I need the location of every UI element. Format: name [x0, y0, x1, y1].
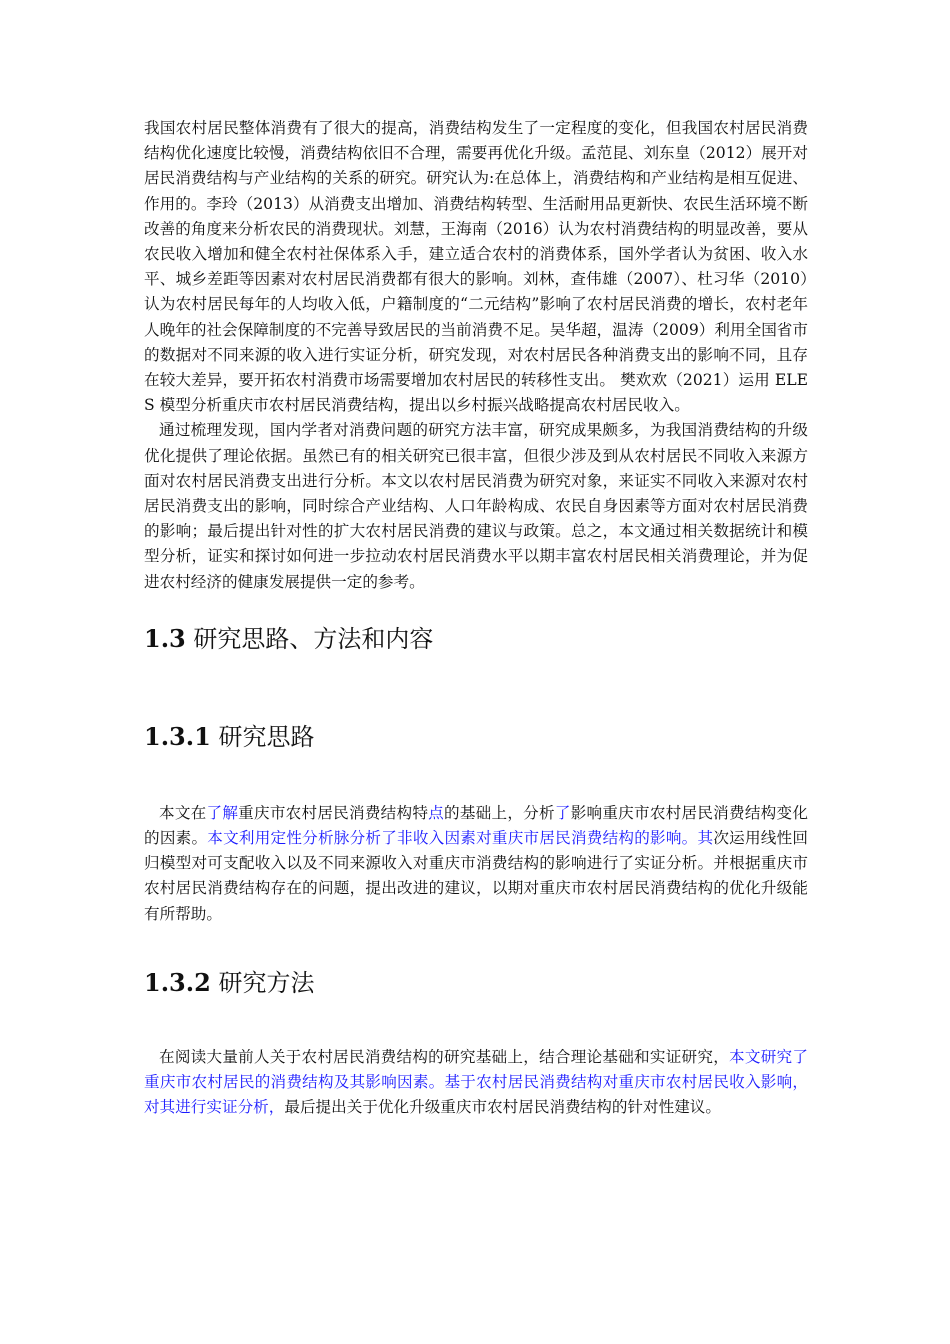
text-span: 影响重庆市农村居民消费结构变化的因素。: [144, 803, 808, 848]
section-heading-1-3: [144, 623, 808, 655]
document-page: [144, 116, 808, 1120]
section-number: 1.3.2: [144, 967, 211, 997]
section-title: 研究思路、方法和内容: [193, 624, 434, 653]
text-span: 次运用线性回归模型对可支配收入以及不同来源收入对重庆市消费结构的影响进行了实证分析。并根据重庆市农村居民消费结构存在的问题，提出改进的建议，以期对重庆市农村居民消费结构的优化升级能有所帮助。: [144, 829, 808, 923]
text-span: 重庆市农村居民消费结构特: [238, 803, 429, 822]
text-span: 在阅读大量前人关于农村居民消费结构的研究基础上，结合理论基础和实证研究，: [159, 1047, 730, 1066]
highlighted-text: 点: [428, 803, 445, 822]
section-heading-1-3-1: [144, 721, 808, 753]
paragraph-research-method: [144, 1045, 808, 1121]
text-span: 本文在: [159, 803, 207, 822]
section-title: 研究思路: [218, 722, 315, 751]
section-number: 1.3: [144, 623, 186, 653]
paragraph-summary: 通过梳理发现，国内学者对消费问题的研究方法丰富，研究成果颇多，为我国消费结构的升级优化提供了理论依据。虽然已有的相关研究已很丰富，但很少涉及到从农村居民不同收入来源方面对农村居民消费支出进行分析。本文以农村居民消费为研究对象，来证实不同收入来源对农村居民消费支出的影响，同时综合产业结构、人口年龄构成、农民自身因素等方面对农村居民消费的影响；最后提出针对性的扩大农村居民消费的建议与政策。总之，本文通过相关数据统计和模型分析，证实和探讨如何进一步拉动农村居民消费水平以期丰富农村居民相关消费理论，并为促进农村经济的健康发展提供一定的参考。: [144, 421, 808, 591]
paragraph-research-approach: [144, 801, 808, 927]
highlighted-text: 了: [554, 803, 571, 822]
highlighted-text: 本文研究了重庆市农村居民的消费结构及其影响因素。基于农村居民消费结构对重庆市农村居民收入影响，对其进行实证分析，: [144, 1047, 808, 1117]
highlighted-text: 本文利用定性分析脉分析了非收入因素对重庆市居民消费结构的影响。其: [207, 829, 714, 848]
highlighted-text: 了解: [206, 803, 239, 822]
text-span: 最后提出关于优化升级重庆市农村居民消费结构的针对性建议。: [284, 1098, 721, 1117]
section-heading-1-3-2: [144, 967, 808, 999]
section-title: 研究方法: [218, 968, 315, 997]
section-number: 1.3.1: [144, 721, 211, 751]
paragraph-literature-review: 我国农村居民整体消费有了很大的提高，消费结构发生了一定程度的变化，但我国农村居民消费结构优化速度比较慢，消费结构依旧不合理，需要再优化升级。孟范昆、刘东皇（2012）展开对居民消费结构与产业结构的关系的研究。研究认为:在总体上，消费结构和产业结构是相互促进、作用的。李玲（2013）从消费支出增加、消费结构转型、生活耐用品更新快、农民生活环境不断改善的角度来分析农民的消费现状。刘慧，王海南（2016）认为农村消费结构的明显改善，要从农民收入增加和健全农村社保体系入手，建立适合农村的消费体系，国外学者认为贫困、收入水平、城乡差距等因素对农村居民消费都有很大的影响。刘林，查伟雄（2007）、杜习华（2010）认为农村居民每年的人均收入低，户籍制度的“二元结构”影响了农村居民消费的增长，农村老年人晚年的社会保障制度的不完善导致居民的当前消费不足。吴华超，温涛（2009）利用全国省市的数据对不同来源的收入进行实证分析，研究发现，对农村居民各种消费支出的影响不同，且存在较大差异，要开拓农村消费市场需要增加农村居民的转移性支出。 樊欢欢（2021）运用 ELES 模型分析重庆市农村居民消费结构，提出以乡村振兴战略提高农村居民收入。: [144, 119, 808, 415]
text-span: 的基础上，分析: [444, 803, 555, 822]
